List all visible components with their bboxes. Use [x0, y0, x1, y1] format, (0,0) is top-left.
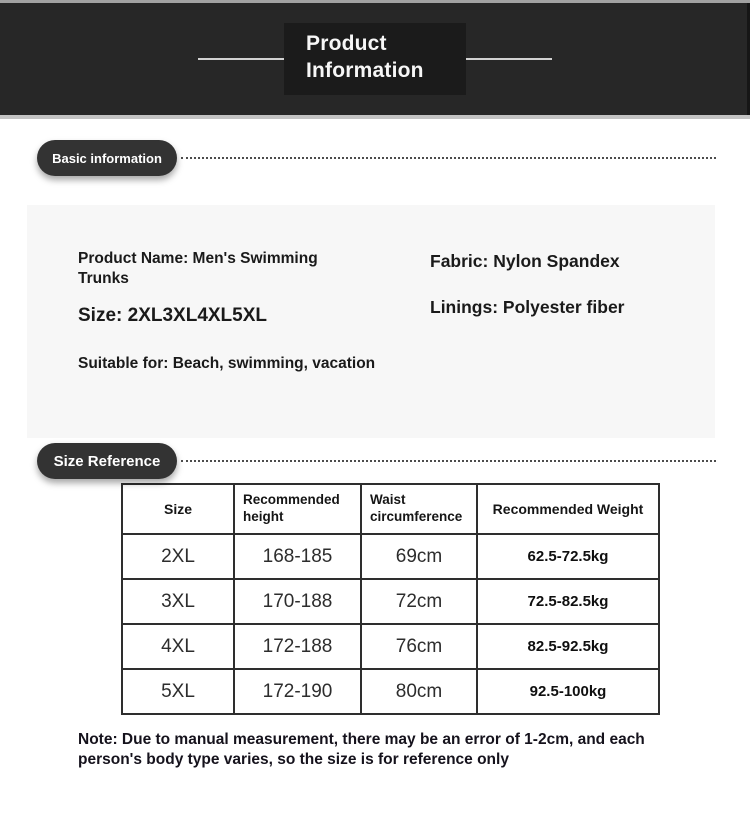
table-row	[122, 624, 659, 669]
page-title: Product Information	[306, 31, 424, 82]
banner-line-right	[466, 58, 552, 60]
banner-underline	[0, 115, 750, 119]
size-note: Note: Due to manual measurement, there may be an error of 1-2cm, and each person's body type varies, so the size is for reference only	[78, 731, 645, 769]
banner-title-box	[284, 23, 466, 96]
basic-info-right-column	[430, 251, 624, 318]
table-row	[122, 669, 659, 714]
height-cell: 172-188	[234, 624, 361, 669]
waist-cell: 72cm	[361, 579, 477, 624]
weight-cell: 92.5-100kg	[477, 669, 659, 714]
suitable-for-text: Suitable for: Beach, swimming, vacation	[78, 354, 376, 372]
banner-title-row	[198, 23, 552, 96]
product-name-text: Product Name: Men's Swimming Trunks	[78, 250, 318, 288]
table-row	[122, 534, 659, 579]
dotted-divider	[181, 157, 716, 159]
size-cell: 4XL	[122, 624, 234, 669]
size-reference-table	[121, 483, 660, 715]
height-cell: 172-190	[234, 669, 361, 714]
waist-cell: 76cm	[361, 624, 477, 669]
waist-cell: 69cm	[361, 534, 477, 579]
fabric-text: Fabric: Nylon Spandex	[430, 251, 620, 271]
section-header-basic-information	[37, 140, 716, 176]
column-header-recommended-height: Recommended height	[234, 484, 361, 534]
column-header-recommended-weight: Recommended Weight	[477, 484, 659, 534]
weight-cell: 62.5-72.5kg	[477, 534, 659, 579]
basic-information-badge: Basic information	[37, 140, 177, 176]
product-info-banner	[0, 0, 750, 115]
linings-text: Linings: Polyester fiber	[430, 297, 625, 317]
size-cell: 3XL	[122, 579, 234, 624]
section-header-size-reference	[37, 443, 716, 479]
weight-cell: 72.5-82.5kg	[477, 579, 659, 624]
height-cell: 168-185	[234, 534, 361, 579]
size-options-text: Size: 2XL3XL4XL5XL	[78, 304, 268, 326]
basic-info-panel	[27, 205, 715, 438]
dotted-divider	[181, 460, 716, 462]
table-header-row	[122, 484, 659, 534]
column-header-waist-circumference: Waist circumference	[361, 484, 477, 534]
column-header-size: Size	[122, 484, 234, 534]
size-cell: 5XL	[122, 669, 234, 714]
size-cell: 2XL	[122, 534, 234, 579]
waist-cell: 80cm	[361, 669, 477, 714]
height-cell: 170-188	[234, 579, 361, 624]
banner-line-left	[198, 58, 284, 60]
weight-cell: 82.5-92.5kg	[477, 624, 659, 669]
table-row	[122, 579, 659, 624]
size-reference-badge: Size Reference	[37, 443, 177, 479]
basic-info-left-column	[78, 249, 375, 373]
